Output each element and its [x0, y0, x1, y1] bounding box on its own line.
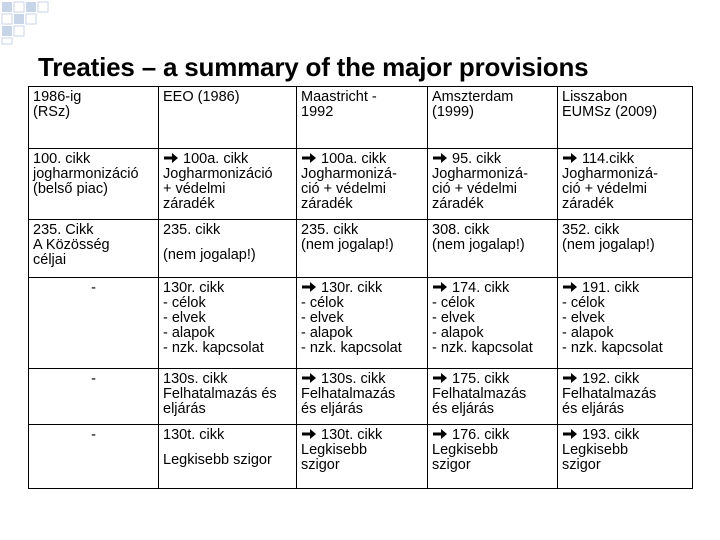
right-arrow-icon — [432, 428, 448, 440]
table-cell: 235. cikk (nem jogalap!) — [159, 220, 297, 278]
table-cell: 193. cikk Legkisebb szigor — [558, 425, 693, 489]
right-arrow-icon — [562, 281, 578, 293]
right-arrow-icon — [432, 152, 448, 164]
table-cell: 130t. cikk Legkisebb szigor — [297, 425, 428, 489]
table-cell: 130t. cikk Legkisebb szigor — [159, 425, 297, 489]
table-row — [29, 369, 693, 425]
table-cell: - — [29, 278, 159, 369]
table-cell: 100. cikk jogharmonizáció (belső piac) — [29, 149, 159, 220]
table-cell: 130r. cikk - célok - elvek - alapok - nzk. kapcsolat — [297, 278, 428, 369]
table-cell: 130r. cikk - célok - elvek - alapok - nzk. kapcsolat — [159, 278, 297, 369]
header-cell-rsz: 1986-ig (RSz) — [29, 87, 159, 149]
header-cell-amszterdam: Amszterdam (1999) — [428, 87, 558, 149]
table-cell: - — [29, 425, 159, 489]
table-cell: 130s. cikk Felhatalmazás és eljárás — [297, 369, 428, 425]
table-row — [29, 425, 693, 489]
table-cell: 175. cikk Felhatalmazás és eljárás — [428, 369, 558, 425]
slide-title: Treaties – a summary of the major provisions — [38, 52, 589, 82]
right-arrow-icon — [562, 152, 578, 164]
table-cell: 130s. cikk Felhatalmazás és eljárás — [159, 369, 297, 425]
corner-squares-decoration — [0, 0, 60, 45]
right-arrow-icon — [163, 152, 179, 164]
right-arrow-icon — [301, 152, 317, 164]
right-arrow-icon — [301, 281, 317, 293]
right-arrow-icon — [301, 372, 317, 384]
right-arrow-icon — [562, 372, 578, 384]
table-cell: 174. cikk - célok - elvek - alapok - nzk. kapcsolat — [428, 278, 558, 369]
table-row — [29, 149, 693, 220]
right-arrow-icon — [432, 372, 448, 384]
table-cell: 192. cikk Felhatalmazás és eljárás — [558, 369, 693, 425]
table-cell: - — [29, 369, 159, 425]
table-cell: 114.cikk Jogharmonizá- ció + védelmi záradék — [558, 149, 693, 220]
header-cell-eeo: EEO (1986) — [159, 87, 297, 149]
right-arrow-icon — [562, 428, 578, 440]
table-cell: 100a. cikk Jogharmonizáció + védelmi záradék — [159, 149, 297, 220]
table-cell: 100a. cikk Jogharmonizá- ció + védelmi záradék — [297, 149, 428, 220]
table-cell: 95. cikk Jogharmonizá- ció + védelmi záradék — [428, 149, 558, 220]
right-arrow-icon — [432, 281, 448, 293]
table-cell: 352. cikk (nem jogalap!) — [558, 220, 693, 278]
table-row — [29, 278, 693, 369]
header-cell-maastricht: Maastricht - 1992 — [297, 87, 428, 149]
table-cell: 308. cikk (nem jogalap!) — [428, 220, 558, 278]
table-cell: 176. cikk Legkisebb szigor — [428, 425, 558, 489]
header-row — [29, 87, 693, 149]
right-arrow-icon — [301, 428, 317, 440]
table-row — [29, 220, 693, 278]
header-cell-lisszabon: Lisszabon EUMSz (2009) — [558, 87, 693, 149]
treaty-table — [28, 86, 693, 489]
table-cell: 191. cikk - célok - elvek - alapok - nzk. kapcsolat — [558, 278, 693, 369]
table-cell: 235. Cikk A Közösség céljai — [29, 220, 159, 278]
table-cell: 235. cikk (nem jogalap!) — [297, 220, 428, 278]
